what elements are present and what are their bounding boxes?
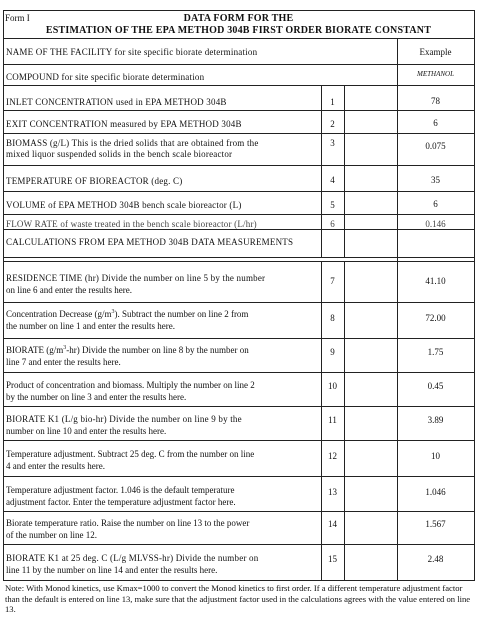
frame-bottom-border — [3, 580, 474, 581]
section-divider-double — [3, 261, 474, 262]
line-number: 14 — [328, 519, 337, 529]
facility-label: NAME OF THE FACILITY for site specific biorate determination — [6, 47, 258, 57]
row-divider — [3, 85, 474, 86]
line-number: 3 — [330, 138, 335, 148]
flow-rate-row-clip — [3, 215, 474, 229]
calc-row-8-line2: the number on line 1 and enter the results here. — [6, 321, 175, 331]
row-divider — [3, 511, 474, 512]
line-number: 2 — [330, 119, 335, 129]
form-title-line2: ESTIMATION OF THE EPA METHOD 304B FIRST ORDER BIORATE CONSTANT — [45, 25, 432, 36]
calc-row-7-line2: on line 6 and enter the results here. — [6, 285, 132, 295]
line-number-column-line-lower-right — [344, 261, 345, 581]
frame-right-border — [474, 10, 475, 581]
frame-left-border — [3, 10, 4, 581]
calc-row-13-line1: Temperature adjustment factor. 1.046 is the default temperature — [6, 485, 235, 495]
line-number: 8 — [330, 313, 335, 323]
calc-row-11-line2: number on line 10 and enter the results here. — [6, 426, 167, 436]
line-number: 15 — [328, 554, 337, 564]
row-divider — [3, 64, 474, 65]
row-divider — [3, 338, 474, 339]
calc-row-15-line1: BIORATE K1 at 25 deg. C (L/g MLVSS-hr) Divide the number on — [6, 553, 259, 563]
row-divider — [3, 302, 474, 303]
form-label: Form I — [5, 13, 30, 23]
superscript: 3 — [111, 309, 115, 315]
row-divider — [3, 372, 474, 373]
frame-top-border — [3, 10, 474, 11]
calc-row-9-text: BIORATE (g/m — [6, 345, 64, 355]
line-number: 12 — [328, 451, 337, 461]
form-title-line1: DATA FORM FOR THE — [183, 13, 294, 24]
exit-concentration-label: EXIT CONCENTRATION measured by EPA METHOD 304B — [6, 119, 242, 129]
inlet-concentration-label: INLET CONCENTRATION used in EPA METHOD 304B — [6, 97, 227, 107]
line-number: 1 — [330, 97, 335, 107]
calc-row-10-line2: by the number on line 3 and enter the results here. — [6, 392, 187, 402]
calc-row-9-line1 — [6, 345, 249, 356]
calc-row-14-line2: of the number on line 12. — [6, 530, 97, 540]
row-divider — [3, 406, 474, 407]
superscript: 3 — [63, 345, 67, 351]
temperature-label: TEMPERATURE OF BIOREACTOR (deg. C) — [6, 176, 183, 186]
line-number: 5 — [330, 200, 335, 210]
biomass-label-line1: BIOMASS (g/L) This is the dried solids that are obtained from the — [6, 138, 259, 148]
section-divider — [3, 257, 474, 258]
calc-row-9-line2: line 7 and enter the results here. — [6, 357, 121, 367]
row-divider — [3, 544, 474, 545]
exit-concentration-value: 6 — [433, 118, 438, 128]
row-divider — [3, 133, 474, 134]
flow-rate-value: 0.146 — [425, 219, 446, 229]
calc-row-15-line2: line 11 by the number on line 14 and enter the results here. — [6, 565, 218, 575]
residence-time-value: 41.10 — [425, 276, 446, 286]
compound-value: METHANOL — [417, 70, 454, 78]
calc-row-11-line1: BIORATE K1 (L/g bio-hr) Divide the number on line 9 by the — [6, 414, 242, 424]
row-divider — [3, 229, 474, 230]
row-divider — [3, 191, 474, 192]
calculations-header: CALCULATIONS FROM EPA METHOD 304B DATA MEASUREMENTS — [6, 237, 294, 247]
calc-row-13-line2: adjustment factor. Enter the temperature adjustment factor here. — [6, 497, 236, 507]
concentration-decrease-value: 72.00 — [425, 313, 446, 323]
row-divider — [3, 110, 474, 111]
product-value: 0.45 — [427, 381, 444, 391]
compound-label: COMPOUND for site specific biorate determination — [6, 72, 205, 82]
row-divider — [3, 440, 474, 441]
biorate-k1-25c-value: 2.48 — [427, 554, 444, 564]
calc-row-7-line1: RESIDENCE TIME (hr) Divide the number on line 5 by the number — [6, 273, 266, 283]
calc-row-8-tail: ). Subtract the number on line 2 from — [114, 309, 249, 319]
biorate-value: 1.75 — [427, 347, 444, 357]
row-divider — [3, 476, 474, 477]
footnote: Note: With Monod kinetics, use Kmax=1000 to convert the Monod kinetics to first order. If a different temperature adjustment factor than the default is entered on line 13, make sure that the adjustment factor used in the calculations agrees with the value entered on line 13. — [5, 583, 471, 614]
row-divider — [3, 165, 474, 166]
calc-row-9-tail: -hr) Divide the number on line 8 by the number on — [66, 345, 249, 355]
biomass-value: 0.075 — [425, 141, 446, 151]
inlet-concentration-value: 78 — [431, 96, 440, 106]
biorate-k1-value: 3.89 — [427, 415, 444, 425]
volume-value: 6 — [433, 199, 438, 209]
line-number: 6 — [330, 219, 335, 229]
line-number: 11 — [328, 415, 337, 425]
temperature-value: 35 — [431, 175, 440, 185]
volume-label: VOLUME of EPA METHOD 304B bench scale bioreactor (L) — [6, 200, 242, 210]
calc-row-14-line1: Biorate temperature ratio. Raise the number on line 13 to the power — [6, 518, 250, 528]
facility-value: Example — [419, 47, 452, 57]
flow-rate-label: FLOW RATE of waste treated in the bench scale bioreactor (L/hr) — [6, 219, 257, 229]
line-number: 7 — [330, 276, 335, 286]
calc-row-12-line2: 4 and enter the results here. — [6, 461, 105, 471]
calc-row-8-line1 — [6, 309, 248, 320]
calc-row-12-line1: Temperature adjustment. Subtract 25 deg. C from the number on line — [6, 449, 255, 459]
line-number: 9 — [330, 347, 335, 357]
biorate-temperature-ratio-value: 1.567 — [425, 519, 446, 529]
temperature-adjustment-value: 10 — [431, 451, 440, 461]
calc-row-8-text: Concentration Decrease (g/m — [6, 309, 112, 319]
header-divider — [3, 38, 474, 39]
calc-row-10-line1: Product of concentration and biomass. Multiply the number on line 2 — [6, 380, 255, 390]
line-number: 10 — [328, 381, 337, 391]
biomass-label-line2: mixed liquor suspended solids in the bench scale bioreactor — [6, 149, 233, 159]
temperature-adjustment-factor-value: 1.046 — [425, 487, 446, 497]
line-number: 13 — [328, 487, 337, 497]
line-number: 4 — [330, 175, 335, 185]
